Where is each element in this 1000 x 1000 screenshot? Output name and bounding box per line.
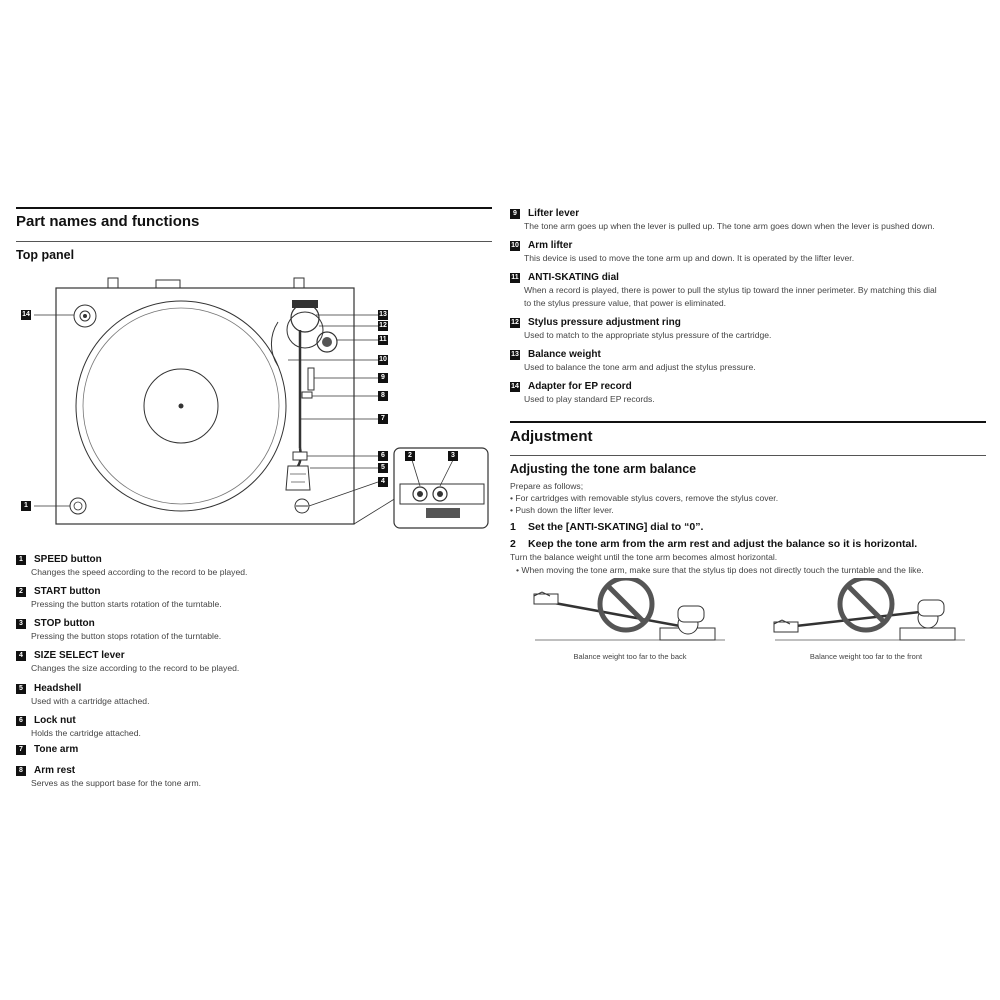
item-number: 11 (511, 273, 519, 281)
item-title: Tone arm (34, 744, 79, 755)
list-item (510, 381, 655, 405)
item-title: Arm lifter (528, 240, 573, 251)
list-item (16, 554, 247, 578)
callout-6: 6 (378, 451, 388, 461)
balance-rule (510, 455, 986, 456)
step-number: 1 (510, 521, 516, 533)
callout-11: 11 (379, 336, 387, 343)
item-description: Used to match to the appropriate stylus pressure of the cartridge. (524, 330, 772, 340)
subsection-title-top-panel: Top panel (16, 248, 75, 262)
item-description: Holds the cartridge attached. (31, 728, 141, 738)
headshell (286, 466, 310, 490)
list-item (16, 715, 141, 739)
callout-5: 5 (378, 463, 388, 473)
step-1 (510, 521, 703, 533)
item-number: 4 (16, 651, 26, 661)
list-item (16, 650, 239, 674)
item-number: 9 (510, 209, 520, 219)
adjustment-rule (510, 421, 986, 423)
item-description: When a record is played, there is power to pull the stylus tip toward the inner perimeter. By matching this dial (524, 285, 937, 295)
bullet-text: For cartridges with removable stylus covers, remove the stylus cover. (515, 493, 779, 503)
item-number: 6 (16, 716, 26, 726)
left-subsection-rule (16, 241, 492, 242)
item-title: Lock nut (34, 715, 76, 726)
caption-back: Balance weight too far to the back (573, 652, 687, 661)
item-title: Lifter lever (528, 208, 580, 219)
item-title: SPEED button (34, 554, 102, 565)
callout-3: 3 (448, 451, 458, 461)
list-item (510, 240, 854, 264)
list-item (16, 618, 221, 642)
callout-1: 1 (21, 501, 31, 511)
spindle (179, 404, 184, 409)
item-title: Headshell (34, 683, 82, 694)
bullet-item: • When moving the tone arm, make sure that the stylus tip does not directly touch the turntable and the like. (516, 565, 924, 575)
item-title: START button (34, 586, 101, 597)
step-2 (510, 538, 917, 550)
callout-13: 13 (379, 311, 387, 318)
item-title: STOP button (34, 618, 95, 629)
item-number: 1 (16, 555, 26, 565)
list-item (16, 586, 222, 610)
balance-front-illustration (770, 578, 970, 648)
item-number: 10 (511, 241, 519, 249)
item-number: 14 (511, 382, 519, 390)
hinge-center (156, 280, 180, 288)
section-title-part-names: Part names and functions (16, 213, 200, 230)
item-number: 3 (16, 619, 26, 629)
list-item (16, 683, 149, 707)
callout-2: 2 (405, 451, 415, 461)
list-item (510, 208, 935, 232)
item-description: The tone arm goes up when the lever is pulled up. The tone arm goes down when the lever is pushed down. (524, 221, 935, 231)
left-section-rule (16, 207, 492, 209)
list-item (510, 349, 756, 373)
item-title: Balance weight (528, 349, 601, 360)
section-title-adjustment: Adjustment (510, 428, 593, 445)
item-description: Pressing the button starts rotation of the turntable. (31, 599, 222, 609)
bullet-item: • Push down the lifter lever. (510, 505, 614, 515)
subsection-title-balance: Adjusting the tone arm balance (510, 462, 697, 476)
callout-12: 12 (379, 322, 387, 329)
bullet-text: Push down the lifter lever. (515, 505, 614, 515)
item-title: Arm rest (34, 765, 76, 776)
bullet-text: When moving the tone arm, make sure that the stylus tip does not directly touch the turntable and the like. (521, 565, 924, 575)
item-description: Changes the speed according to the record to be played. (31, 567, 248, 577)
item-title: SIZE SELECT lever (34, 650, 125, 661)
item-number: 5 (16, 684, 26, 694)
item-number: 7 (16, 745, 26, 755)
bullet-item: • For cartridges with removable stylus covers, remove the stylus cover. (510, 493, 779, 503)
item-description: Used with a cartridge attached. (31, 696, 150, 706)
item-description: This device is used to move the tone arm up and down. It is operated by the lifter lever. (524, 253, 855, 263)
step-number: 2 (510, 538, 516, 550)
item-description: Serves as the support base for the tone arm. (31, 778, 202, 788)
prepare-text: Prepare as follows; (510, 481, 584, 491)
turntable-top-panel-diagram (16, 270, 500, 540)
list-item (510, 317, 771, 341)
item-number: 2 (16, 587, 26, 597)
list-item (16, 765, 201, 789)
item-title: ANTI-SKATING dial (528, 272, 619, 283)
step-text: Set the [ANTI-SKATING] dial to “0”. (528, 521, 704, 533)
callout-4: 4 (378, 477, 388, 487)
item-description: Pressing the button stops rotation of the turntable. (31, 631, 222, 641)
callout-8: 8 (378, 391, 388, 401)
item-number: 13 (511, 350, 519, 358)
callout-10: 10 (379, 356, 387, 363)
item-number: 8 (16, 766, 26, 776)
list-item (16, 744, 78, 755)
item-title: Stylus pressure adjustment ring (528, 317, 681, 328)
step-2-note: Turn the balance weight until the tone arm becomes almost horizontal. (510, 552, 778, 562)
item-description: Changes the size according to the record to be played. (31, 663, 240, 673)
lock-nut (293, 452, 307, 460)
callout-14: 14 (22, 311, 30, 318)
item-description: Used to play standard EP records. (524, 394, 655, 404)
item-title: Adapter for EP record (528, 381, 632, 392)
callout-9: 9 (378, 373, 388, 383)
list-item (510, 272, 937, 309)
item-number: 12 (511, 318, 519, 326)
caption-front: Balance weight too far to the front (809, 652, 923, 661)
step-text: Keep the tone arm from the arm rest and adjust the balance so it is horizontal. (528, 538, 918, 550)
balance-weight (291, 304, 319, 332)
item-description: Used to balance the tone arm and adjust the stylus pressure. (524, 362, 756, 372)
callout-7: 7 (378, 414, 388, 424)
balance-back-illustration (530, 578, 730, 648)
item-description-cont: to the stylus pressure value, that power is eliminated. (524, 298, 727, 308)
